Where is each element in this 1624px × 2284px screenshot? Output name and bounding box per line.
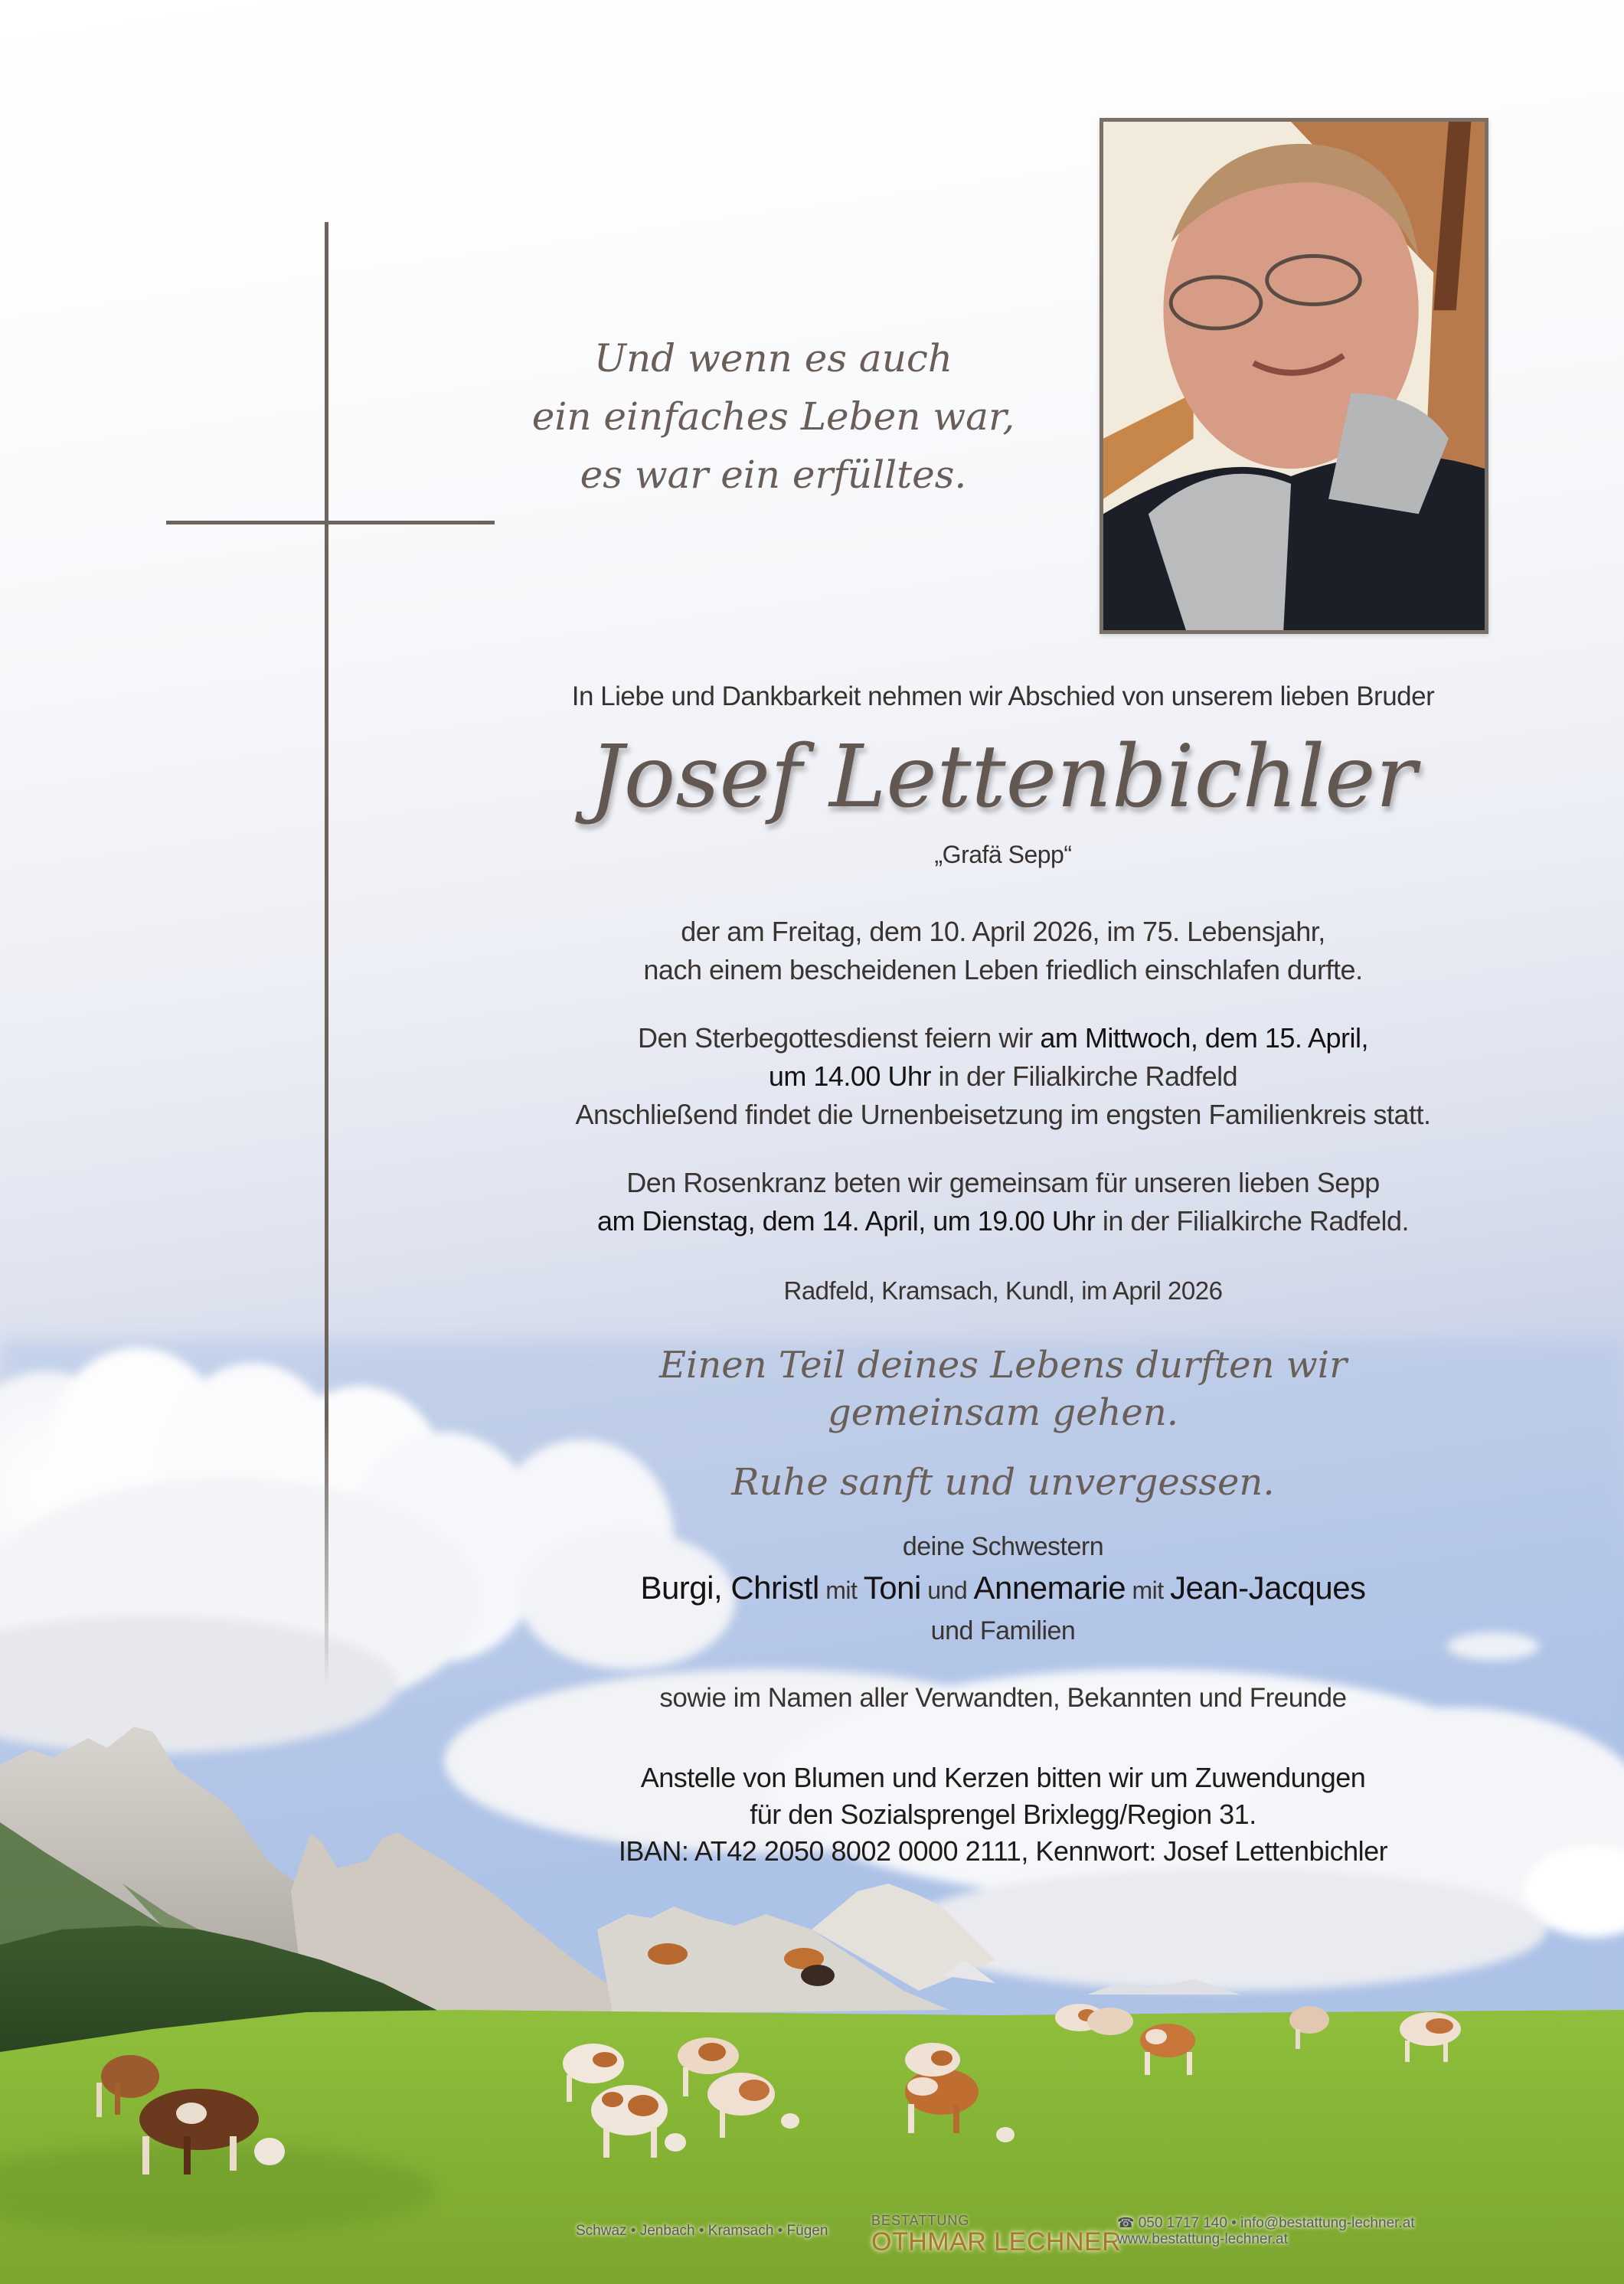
funeral-home-contact (1117, 2215, 1415, 2247)
death-line: nach einem bescheidenen Leben friedlich einschlafen durfte. (643, 954, 1363, 985)
donation-line: Anstelle von Blumen und Kerzen bitten wir um Zuwendungen (640, 1762, 1366, 1793)
quote-line: Und wenn es auch (593, 336, 953, 381)
verse-line: Einen Teil deines Lebens durften wir (658, 1344, 1348, 1387)
rest-in-peace-line: Ruhe sanft und unvergessen. (731, 1461, 1275, 1504)
funeral-service-paragraph (490, 1019, 1516, 1134)
intro-text: In Liebe und Dankbarkeit nehmen wir Abschied von unserem lieben Bruder (571, 681, 1435, 711)
separator: • (1227, 2215, 1241, 2231)
rosary-location: in der Filialkirche Radfeld. (1095, 1205, 1409, 1237)
death-line: der am Freitag, dem 10. April 2026, im 75. Lebensjahr, (681, 916, 1325, 947)
funeral-home-logo (871, 2213, 1121, 2256)
email-link[interactable]: info@bestattung-lechner.at (1240, 2215, 1415, 2231)
verse-line: gemeinsam gehen. (828, 1391, 1178, 1434)
mourner-name: Annemarie (973, 1570, 1126, 1606)
mourners-label: deine Schwestern (902, 1532, 1104, 1561)
donation-line: für den Sozialsprengel Brixlegg/Region 31. (750, 1799, 1256, 1830)
death-notice-paragraph (490, 913, 1516, 989)
funeral-line-1 (490, 1019, 1516, 1057)
opening-quote (490, 329, 1057, 504)
mourner-name: Jean-Jacques (1170, 1570, 1366, 1606)
farewell-verse (490, 1341, 1516, 1436)
deceased-nickname: „Grafä Sepp“ (934, 841, 1072, 868)
funeral-date: am Mittwoch, dem 15. April, (1040, 1022, 1368, 1054)
funeral-pre-text: Den Sterbegottesdienst feiern wir (638, 1022, 1041, 1054)
rosary-line-2 (490, 1202, 1516, 1240)
phone-icon: ☎ (1117, 2215, 1135, 2230)
donation-request (490, 1760, 1516, 1870)
relatives-line: sowie im Namen aller Verwandten, Bekannten und Freunde (659, 1683, 1347, 1713)
place-and-date: Radfeld, Kramsach, Kundl, im April 2026 (783, 1276, 1223, 1305)
funeral-location: in der Filialkirche Radfeld (930, 1060, 1238, 1092)
portrait-photo (1100, 118, 1488, 634)
cross-vertical-beam (325, 222, 328, 1684)
mourners-families: und Familien (930, 1616, 1076, 1645)
contact-line-1 (1117, 2215, 1415, 2231)
deceased-name: Josef Lettenbichler (589, 727, 1417, 827)
funeral-line-2 (490, 1057, 1516, 1096)
portrait-image (1103, 122, 1485, 630)
mourner-name: Burgi, Christl (640, 1570, 819, 1606)
quote-line: es war ein erfülltes. (580, 453, 967, 497)
connector: mit (1126, 1577, 1171, 1604)
donation-iban: IBAN: AT42 2050 8002 0000 2111, Kennwort: Josef Lettenbichler (618, 1835, 1388, 1867)
funeral-time: um 14.00 Uhr (768, 1060, 931, 1092)
rosary-datetime: am Dienstag, dem 14. April, um 19.00 Uhr (596, 1205, 1096, 1237)
logo-name: OTHMAR LECHNER (871, 2227, 1122, 2256)
connector: mit (819, 1577, 864, 1604)
phone-number[interactable]: 050 1717 140 (1138, 2215, 1227, 2231)
funeral-home-locations: Schwaz • Jenbach • Kramsach • Fügen (576, 2223, 828, 2239)
funeral-line-3: Anschließend findet die Urnenbeisetzung im engsten Familienkreis statt. (575, 1099, 1431, 1130)
quote-line: ein einfaches Leben war, (531, 394, 1015, 439)
logo-subtitle: BESTATTUNG (871, 2213, 970, 2228)
mourners-names (490, 1570, 1516, 1606)
website-link[interactable]: www.bestattung-lechner.at (1117, 2231, 1288, 2247)
mourner-name: Toni (863, 1570, 921, 1606)
rosary-paragraph (490, 1164, 1516, 1240)
rosary-line-1: Den Rosenkranz beten wir gemeinsam für unseren lieben Sepp (626, 1167, 1380, 1198)
connector: und (920, 1577, 974, 1604)
cross-horizontal-beam (166, 521, 495, 524)
